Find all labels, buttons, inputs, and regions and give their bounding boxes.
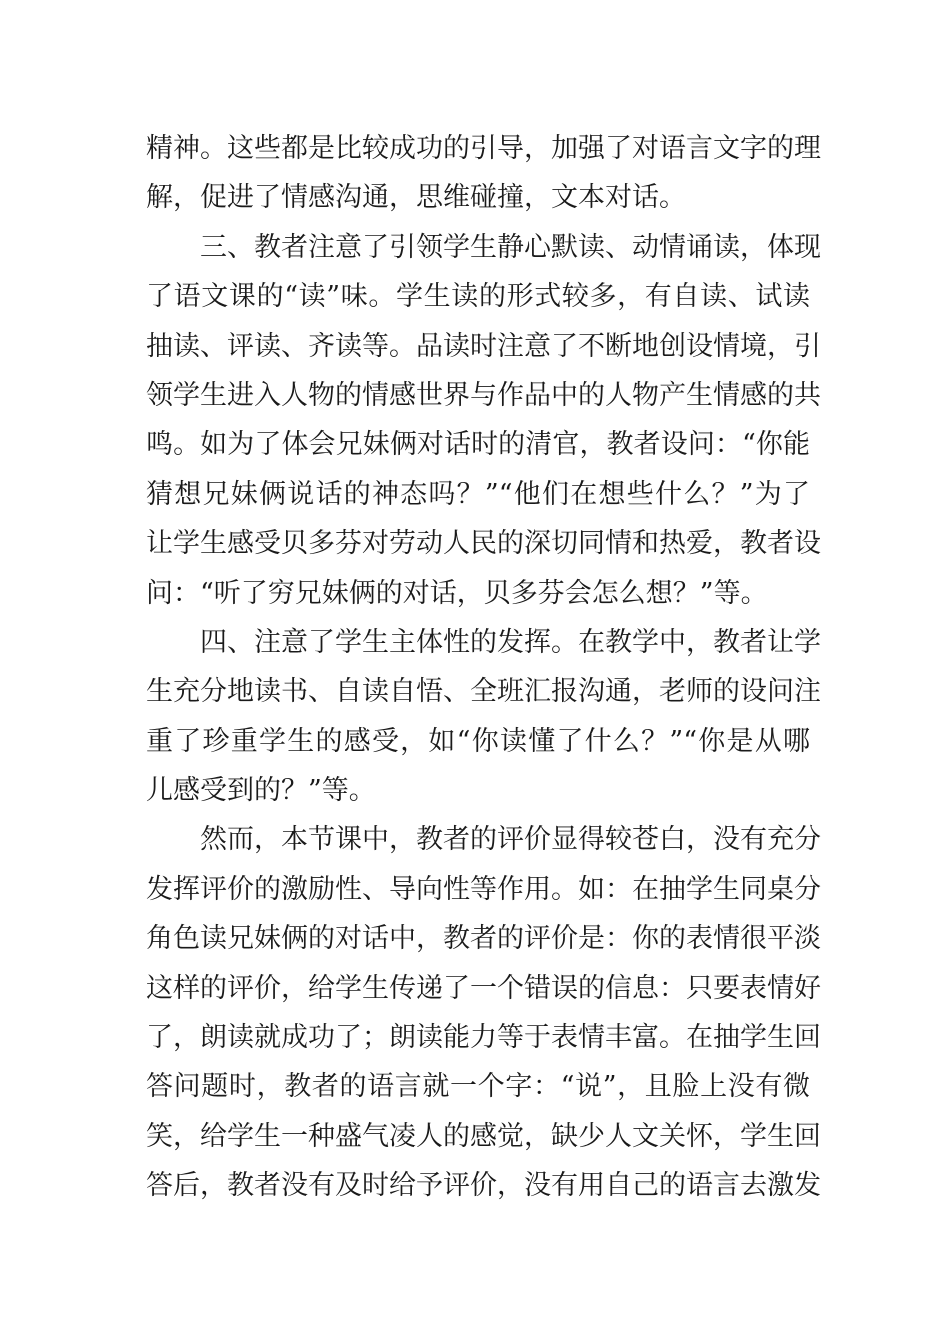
text-line: 猜想兄妹俩说话的神态吗？”“他们在想些什么？”为了 xyxy=(146,478,810,510)
text-line: 精神。这些都是比较成功的引导，加强了对语言文字的理 xyxy=(146,133,821,164)
text-line: 儿感受到的？”等。 xyxy=(146,775,376,807)
text-line: 重了珍重学生的感受，如“你读懂了什么？”“你是从哪 xyxy=(146,725,810,757)
text-line: 三、教者注意了引领学生静心默读、动情诵读，体现 xyxy=(200,231,821,263)
text-line: 答问题时，教者的语言就一个字：“说”，且脸上没有微 xyxy=(146,1071,810,1103)
text-line: 生充分地读书、自读自悟、全班汇报沟通，老师的设问注 xyxy=(146,676,821,708)
text-line: 了，朗读就成功了；朗读能力等于表情丰富。在抽学生回 xyxy=(146,1022,821,1054)
text-line: 答后，教者没有及时给予评价，没有用自己的语言去激发 xyxy=(146,1170,821,1202)
text-line: 笑，给学生一种盛气凌人的感觉，缺少人文关怀，学生回 xyxy=(146,1120,821,1152)
text-line: 然而，本节课中，教者的评价显得较苍白，没有充分 xyxy=(200,824,821,856)
text-line: 这样的评价，给学生传递了一个错误的信息：只要表情好 xyxy=(146,972,821,1004)
text-line: 发挥评价的激励性、导向性等作用。如：在抽学生同桌分 xyxy=(146,873,821,905)
text-line: 四、注意了学生主体性的发挥。在教学中，教者让学 xyxy=(200,626,821,658)
text-line: 让学生感受贝多芬对劳动人民的深切同情和热爱，教者设 xyxy=(146,528,821,560)
text-line: 问：“听了穷兄妹俩的对话，贝多芬会怎么想？”等。 xyxy=(146,577,768,609)
text-line: 角色读兄妹俩的对话中，教者的评价是：你的表情很平淡 xyxy=(146,923,821,955)
text-line: 领学生进入人物的情感世界与作品中的人物产生情感的共 xyxy=(146,379,821,411)
body-text xyxy=(146,124,821,1211)
text-line: 了语文课的“读”味。学生读的形式较多，有自读、试读 xyxy=(146,281,810,313)
text-line: 解，促进了情感沟通，思维碰撞，文本对话。 xyxy=(146,182,686,214)
text-line: 鸣。如为了体会兄妹俩对话时的清官，教者设问：“你能 xyxy=(146,429,810,461)
text-line: 抽读、评读、齐读等。品读时注意了不断地创设情境，引 xyxy=(146,330,821,362)
